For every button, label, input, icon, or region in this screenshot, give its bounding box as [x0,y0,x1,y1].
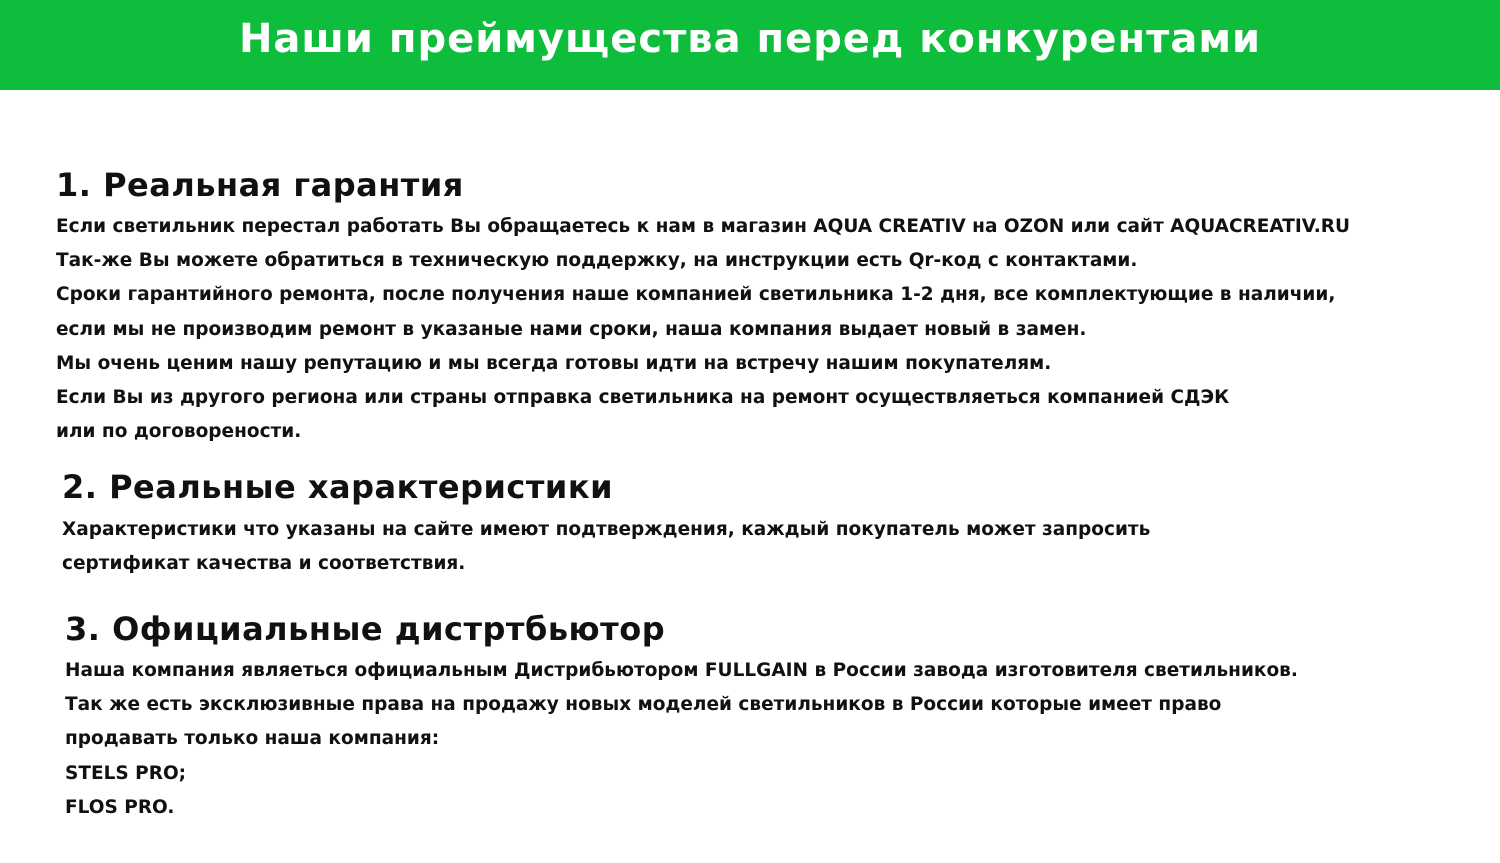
section-text-line: сертификат качества и соответствия. [62,553,466,575]
section-text-line: FLOS PRO. [65,796,175,818]
section-warranty [56,165,1350,449]
section-text-line: продавать только наша компания: [65,728,440,750]
section-text-line: Если Вы из другого региона или страны отправка светильника на ремонт осуществляеться компанией СДЭК [56,387,1230,409]
section-text-line: STELS PRO; [65,762,187,784]
section-heading: 1. Реальная гарантия [56,166,464,204]
section-text-line: Сроки гарантийного ремонта, после получения наше компанией светильника 1-2 дня, все комплектующие в наличии, [56,284,1336,306]
section-text-line: Мы очень ценим нашу репутацию и мы всегда готовы идти на встречу нашим покупателям. [56,352,1052,374]
section-heading: 2. Реальные характеристики [62,468,613,506]
section-text-line: Так-же Вы можете обратиться в техническую поддержку, на инструкции есть Qr-код с контактами. [56,250,1138,272]
section-text-line: Характеристики что указаны на сайте имеют подтверждения, каждый покупатель может запросить [62,519,1151,540]
section-text-line: если мы не производим ремонт в указаные нами сроки, наша компания выдает новый в замен. [56,318,1087,340]
section-text-line: Наша компания являеться официальным Дистрибьютором FULLGAIN в России завода изготовителя светильников. [65,660,1298,681]
section-heading: 3. Официальные дистртбьютор [65,610,666,648]
header-banner [0,0,1500,90]
section-text-line: Если светильник перестал работать Вы обращаетесь к нам в магазин AQUA CREATIV на OZON или сайт AQUACREATIV.RU [56,216,1351,237]
section-text-line: Так же есть эксклюзивные права на продажу новых моделей светильников в России которые имеет право [65,694,1222,716]
page-title: Наши преймущества перед конкурентами [238,16,1262,62]
section-distributor [65,609,1298,825]
section-characteristics [62,467,1150,581]
section-text-line: или по договорености. [56,421,302,443]
